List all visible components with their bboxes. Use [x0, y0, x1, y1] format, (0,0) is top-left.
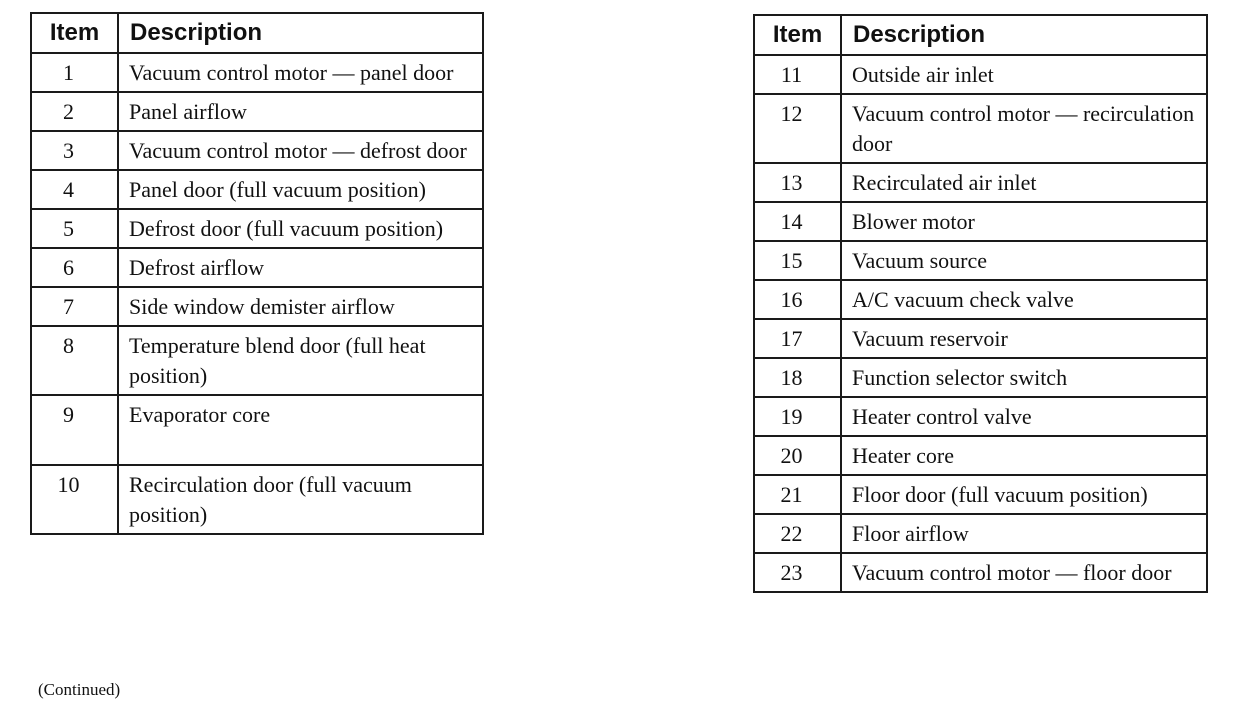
item-number: 12: [754, 94, 841, 163]
item-number: 17: [754, 319, 841, 358]
item-description: Vacuum source: [841, 241, 1207, 280]
item-number: 23: [754, 553, 841, 592]
table-row: [31, 465, 483, 534]
table-row: [754, 94, 1207, 163]
item-description: Evaporator core: [118, 395, 483, 465]
item-description: Panel airflow: [118, 92, 483, 131]
table-row: [31, 326, 483, 395]
item-number: 20: [754, 436, 841, 475]
item-number: 15: [754, 241, 841, 280]
item-description: Defrost airflow: [118, 248, 483, 287]
header-row: [754, 15, 1207, 55]
table-row: [754, 163, 1207, 202]
item-number: 5: [31, 209, 118, 248]
column-header-item: Item: [31, 13, 118, 53]
item-description: Side window demister airflow: [118, 287, 483, 326]
table-row: [31, 287, 483, 326]
item-description: Vacuum reservoir: [841, 319, 1207, 358]
item-number: 8: [31, 326, 118, 395]
table-row: [31, 395, 483, 465]
item-description: Function selector switch: [841, 358, 1207, 397]
item-description: Blower motor: [841, 202, 1207, 241]
item-description: Recirculated air inlet: [841, 163, 1207, 202]
table-row: [754, 319, 1207, 358]
item-number: 13: [754, 163, 841, 202]
item-description: Recirculation door (full vacuum position): [118, 465, 483, 534]
table-row: [31, 53, 483, 92]
continued-note: (Continued): [38, 680, 121, 699]
table-row: [31, 209, 483, 248]
item-number: 2: [31, 92, 118, 131]
item-description: Heater control valve: [841, 397, 1207, 436]
item-number: 21: [754, 475, 841, 514]
item-description: Vacuum control motor — floor door: [841, 553, 1207, 592]
item-description: A/C vacuum check valve: [841, 280, 1207, 319]
item-number: 3: [31, 131, 118, 170]
table-row: [754, 280, 1207, 319]
item-description: Vacuum control motor — panel door: [118, 53, 483, 92]
table-row: [31, 170, 483, 209]
table-row: [754, 358, 1207, 397]
item-description: Defrost door (full vacuum position): [118, 209, 483, 248]
item-description: Temperature blend door (full heat position): [118, 326, 483, 395]
item-description: Vacuum control motor — defrost door: [118, 131, 483, 170]
item-number: 16: [754, 280, 841, 319]
column-header-item: Item: [754, 15, 841, 55]
table-row: [754, 202, 1207, 241]
item-description: Outside air inlet: [841, 55, 1207, 94]
table-row: [31, 248, 483, 287]
item-description: Floor airflow: [841, 514, 1207, 553]
item-number: 1: [31, 53, 118, 92]
column-header-description: Description: [841, 15, 1207, 55]
table-row: [31, 131, 483, 170]
table-row: [754, 397, 1207, 436]
item-number: 14: [754, 202, 841, 241]
item-description: Vacuum control motor — recirculation door: [841, 94, 1207, 163]
table-row: [754, 436, 1207, 475]
column-header-description: Description: [118, 13, 483, 53]
table-row: [754, 553, 1207, 592]
item-number: 22: [754, 514, 841, 553]
item-number: 6: [31, 248, 118, 287]
item-description: Heater core: [841, 436, 1207, 475]
item-number: 9: [31, 395, 118, 465]
item-number: 18: [754, 358, 841, 397]
table-row: [754, 55, 1207, 94]
legend-table-right: [753, 14, 1208, 593]
table-row: [754, 514, 1207, 553]
item-number: 10: [31, 465, 118, 534]
table-row: [754, 241, 1207, 280]
item-description: Floor door (full vacuum position): [841, 475, 1207, 514]
item-number: 19: [754, 397, 841, 436]
legend-table-left: [30, 12, 484, 535]
table-row: [754, 475, 1207, 514]
item-description: Panel door (full vacuum position): [118, 170, 483, 209]
header-row: [31, 13, 483, 53]
item-number: 11: [754, 55, 841, 94]
table-row: [31, 92, 483, 131]
item-number: 4: [31, 170, 118, 209]
item-number: 7: [31, 287, 118, 326]
